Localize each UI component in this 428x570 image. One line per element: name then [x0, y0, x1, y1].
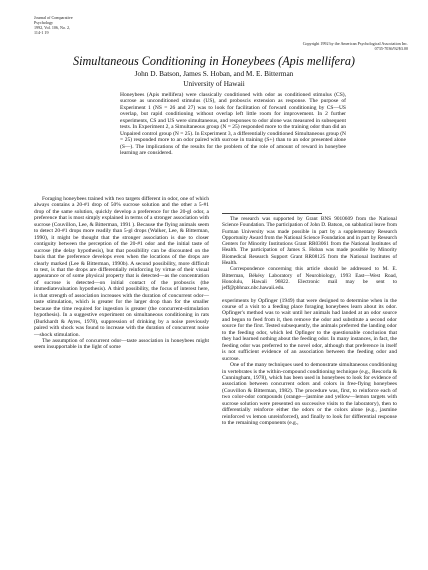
correspondence-footnote: Correspondence concerning this article should be addressed to M. E. Bitterman, Békésy Laboratory of Neurobiology, 1993 East—West Road, Honolulu, Hawaii 96822. Electronic mail may be sent to jeff@pbhnax.nbc.hawaii.edu.: [222, 266, 397, 292]
journal-citation: [34, 15, 184, 35]
body-paragraph: Foraging honeybees trained with two targets different in odor, one of which always contains a 20-#1 drop of 50% sucrose solution and the other a 5-#1 drop of the same solution, quickly develop a preference for the 20-gl odor, a preference that is most simply explained in terms of a stronger association with sucrose (Couvillon, Lee, & Bitterman, 1991 ). Because the flying animals seem to detect 20-#1 drops more readily than 5-gl drops (Walker, Lee, & Bitterman, 1990), it might be thought that the stronger association is due to closer contiguity between the perception of the 20-#1 odor and the initial taste of sucrose (the delay hypothesis), but that possibility can be discounted on the basis that the preference develops even when the locations of the drops are clearly marked (Lee & Bitterman, 1990b). A second possibility, more difficult to test, is that the drops are differentially reinforcing by virtue of their visual appearance or of some physical property that is detected—as the concentration of sucrose is detected—on initial contact of the proboscis (the immediatevaluation hypothesis). A third possibility, the focus of interest here, is that strength of association increases with the duration of concurrent odor—taste stimulation, which is greater for the larger drop than for the smaller because the time required for ingestion is greater (the concurrent-stimulation hypothesis). In a suggestive experiment on simultaneous conditioning in rats (Burkhardt & Ayres, 1978), suppression of drinking by a noise previously paired with shock was found to increase with the duration of concurrent noise—shock stimulation.: [34, 196, 209, 338]
journal-line: Psychology: [34, 20, 54, 25]
abstract: Honeybees (Apis mellifera) were classically conditioned with odor as conditioned stimulus (CS), sucrose as unconditioned stimulus (US), and proboscis extension as response. The purpose of Experiment 1 (NS = 26 and 27) was to look for facilitation of forward conditioning by CS—US overlap, but rapid conditioning without overlap left little room for improvement. In 2 further experiments, CS and US were simultaneous, and responses to odor alone was measured in subsequent tests. In Experiment 2, a Simultaneous group (N = 25) responded more to the training odor than did an Unpaired control group (N = 25). In Experiment 3, a differentially conditioned Simultaneous group (N = 25) responded more to an odor paired with sucrose in training (S+) than to an odor presented alone (S—). The implications of the results for the problem of the role of amount of reward in honeybee learning are considered.: [120, 92, 346, 157]
body-paragraph: experiments by Opfinger (1949) that were designed to determine when in the course of a visit to a feeding place foraging honeybees learn about its odor. Opfinger's method was to wait until her animals had landed at an odor source and begun to feed from it, then remove the odor and substitute a second odor source for the first. Tested subsequently, the animals preferred the landing odor to the feeding odor, which led Opfinger to the questionable conclusion that they had learned nothing about the feeding odor. In many instances, in fact, the feeding odor was preferred to the novel odor, although that preference in itself is not sufficient evidence of an association between the feeding odor and sucrose.: [222, 297, 397, 362]
article-title: Simultaneous Conditioning in Honeybees (Apis mellifera): [73, 54, 355, 68]
left-column: [34, 196, 209, 351]
copyright-notice: [258, 41, 408, 51]
copyright-line: Copyright 1992 by the American Psychological Association Inc.: [302, 41, 408, 46]
footnote-divider: [222, 213, 322, 214]
funding-footnote: The research was supported by Grant BNS 9010609 from the National Science Foundation. The participation of John D. Batson, on sabbatical leave from Furman University was made possible in part by a supplementary Research Opportunity Award from the National Science Foundation and in part by Research Centers for Minority Institutions Grant RR03061 from the National Institutes of Health. The participation of James S. Hoban was made possible by Minority Biomedical Research Support Grant RR08125 from the National Institutes of Health.: [222, 216, 397, 267]
journal-line: 114-1 19: [34, 30, 49, 35]
author-affiliation: University of Hawaii: [183, 79, 245, 88]
copyright-line: 0735-7036/92/$3.00: [374, 46, 408, 51]
author-list: John D. Batson, James S. Hoban, and M. E. Bitterman: [134, 69, 294, 78]
body-paragraph: One of the many techniques used to demonstrate simultaneous conditioning in vertebrates is the within-compound conditioning technique (e.g., Rescorla & Cunningham, 1978), which has been used in honeybees to look for evidence of association between concurrent odors and colors in free-flying honeybees (Couvillon & Bitterman, 1982). The procedure was, first, to reinforce each of two color-odor compounds (orange—jasmine and yellow—lemon targets with sucrose solution were presented on successive visits to the laboratory), then to differentially reinforce either the odors or the colors alone (e.g., jasmine reinforced vs lemon unreinforced), and finally to look for differential response to the remaining components (e.g.,: [222, 362, 397, 427]
journal-line: Journal of Comparative: [34, 15, 73, 20]
journal-line: 1992, Vol. 106, No. 2,: [34, 25, 71, 30]
body-paragraph: The assumption of concurrent odor—taste association in honeybees might seem insupportable in the light of some: [34, 337, 209, 351]
right-column: [222, 196, 397, 427]
